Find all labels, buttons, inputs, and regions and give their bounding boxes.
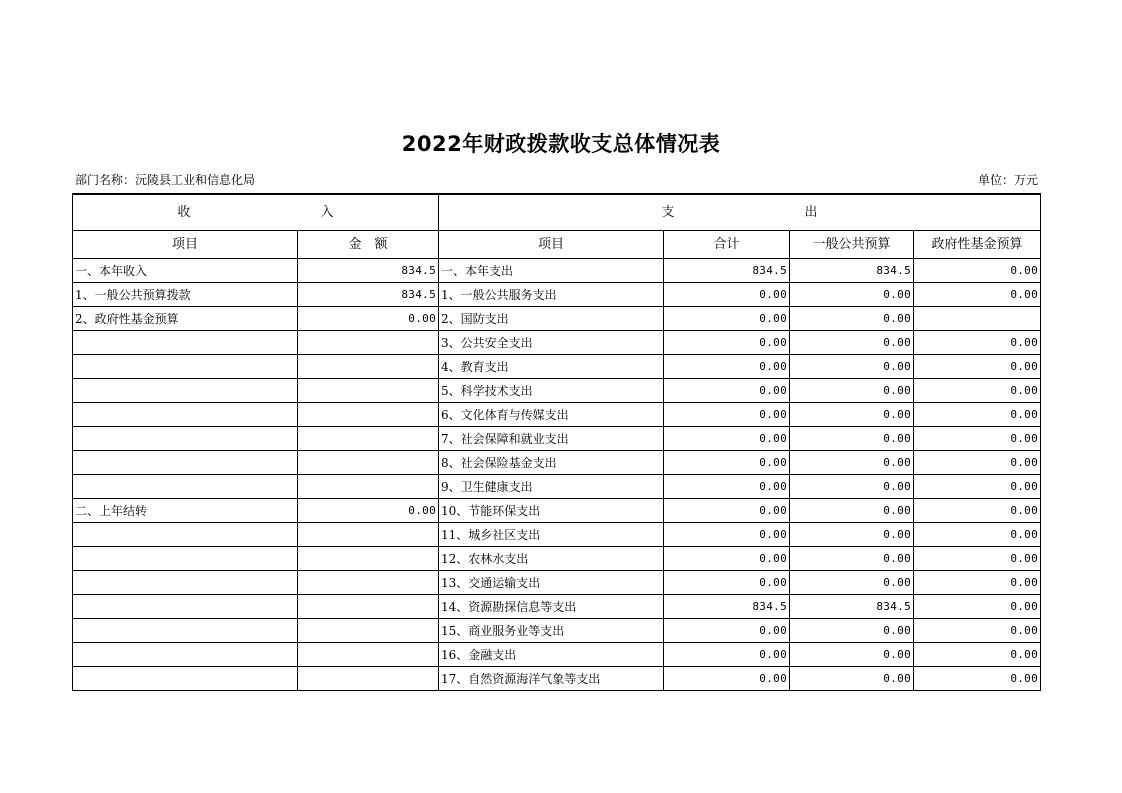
expense-item-cell: 11、城乡社区支出 (439, 523, 664, 547)
fund-budget-cell (914, 307, 1041, 331)
col-income-amount: 金 额 (298, 231, 439, 259)
total-cell: 0.00 (664, 307, 790, 331)
expense-item-cell: 5、科学技术支出 (439, 379, 664, 403)
total-cell: 0.00 (664, 475, 790, 499)
total-cell: 0.00 (664, 619, 790, 643)
income-item-cell (73, 643, 298, 667)
expense-item-cell: 12、农林水支出 (439, 547, 664, 571)
income-amount-cell (298, 619, 439, 643)
table-row (73, 523, 1041, 547)
expense-item-cell: 10、节能环保支出 (439, 499, 664, 523)
page-title: 2022年财政拨款收支总体情况表 (401, 132, 721, 156)
income-item-cell: 1、一般公共预算拨款 (73, 283, 298, 307)
income-item-cell (73, 403, 298, 427)
general-budget-cell: 0.00 (790, 643, 914, 667)
income-item-cell (73, 451, 298, 475)
table-row (73, 259, 1041, 283)
income-section-part1: 收 (177, 204, 191, 220)
general-budget-cell: 0.00 (790, 331, 914, 355)
income-amount-cell (298, 595, 439, 619)
income-item-cell (73, 595, 298, 619)
total-cell: 834.5 (664, 595, 790, 619)
total-cell: 0.00 (664, 643, 790, 667)
total-cell: 0.00 (664, 451, 790, 475)
general-budget-cell: 0.00 (790, 571, 914, 595)
fund-budget-cell: 0.00 (914, 595, 1041, 619)
col-expense-item: 项目 (439, 231, 664, 259)
income-amount-cell: 0.00 (298, 307, 439, 331)
expense-item-cell: 7、社会保障和就业支出 (439, 427, 664, 451)
income-amount-cell (298, 475, 439, 499)
income-amount-cell (298, 403, 439, 427)
total-cell: 0.00 (664, 427, 790, 451)
income-section-part2: 入 (320, 204, 334, 220)
income-amount-cell (298, 355, 439, 379)
total-cell: 0.00 (664, 499, 790, 523)
table-row (73, 499, 1041, 523)
column-header-row (73, 231, 1041, 259)
general-budget-cell: 0.00 (790, 451, 914, 475)
income-item-cell (73, 427, 298, 451)
fund-budget-cell: 0.00 (914, 547, 1041, 571)
general-budget-cell: 0.00 (790, 427, 914, 451)
fund-budget-cell: 0.00 (914, 451, 1041, 475)
general-budget-cell: 0.00 (790, 283, 914, 307)
expense-item-cell: 2、国防支出 (439, 307, 664, 331)
income-amount-cell (298, 331, 439, 355)
income-amount-cell: 834.5 (298, 283, 439, 307)
expense-item-cell: 16、金融支出 (439, 643, 664, 667)
income-item-cell (73, 331, 298, 355)
general-budget-cell: 834.5 (790, 259, 914, 283)
table-row (73, 355, 1041, 379)
general-budget-cell: 0.00 (790, 499, 914, 523)
unit-label: 单位：万元 (977, 173, 1038, 187)
expense-item-cell: 1、一般公共服务支出 (439, 283, 664, 307)
budget-table (72, 193, 1041, 691)
income-amount-cell: 0.00 (298, 499, 439, 523)
income-item-cell (73, 667, 298, 691)
expense-item-cell: 9、卫生健康支出 (439, 475, 664, 499)
total-cell: 0.00 (664, 283, 790, 307)
fund-budget-cell: 0.00 (914, 499, 1041, 523)
fund-budget-cell: 0.00 (914, 403, 1041, 427)
total-cell: 834.5 (664, 259, 790, 283)
table-row (73, 475, 1041, 499)
income-amount-cell (298, 547, 439, 571)
general-budget-cell: 834.5 (790, 595, 914, 619)
income-item-cell (73, 523, 298, 547)
income-item-cell: 2、政府性基金预算 (73, 307, 298, 331)
fund-budget-cell: 0.00 (914, 283, 1041, 307)
expense-item-cell: 17、自然资源海洋气象等支出 (439, 667, 664, 691)
fund-budget-cell: 0.00 (914, 355, 1041, 379)
income-amount-cell (298, 379, 439, 403)
table-row (73, 595, 1041, 619)
fund-budget-cell: 0.00 (914, 259, 1041, 283)
expense-section-header (439, 194, 1041, 231)
income-amount-cell (298, 523, 439, 547)
fund-budget-cell: 0.00 (914, 427, 1041, 451)
fund-budget-cell: 0.00 (914, 475, 1041, 499)
expense-item-cell: 4、教育支出 (439, 355, 664, 379)
expense-item-cell: 15、商业服务业等支出 (439, 619, 664, 643)
table-row (73, 571, 1041, 595)
department-label: 部门名称：沅陵县工业和信息化局 (75, 173, 256, 187)
income-item-cell (73, 619, 298, 643)
income-item-cell: 二、上年结转 (73, 499, 298, 523)
col-total: 合计 (664, 231, 790, 259)
income-item-cell (73, 379, 298, 403)
total-cell: 0.00 (664, 379, 790, 403)
expense-item-cell: 一、本年支出 (439, 259, 664, 283)
total-cell: 0.00 (664, 547, 790, 571)
general-budget-cell: 0.00 (790, 379, 914, 403)
income-amount-cell (298, 427, 439, 451)
expense-item-cell: 3、公共安全支出 (439, 331, 664, 355)
general-budget-cell: 0.00 (790, 547, 914, 571)
income-amount-cell: 834.5 (298, 259, 439, 283)
total-cell: 0.00 (664, 667, 790, 691)
general-budget-cell: 0.00 (790, 403, 914, 427)
table-row (73, 619, 1041, 643)
table-row (73, 667, 1041, 691)
income-item-cell (73, 571, 298, 595)
col-income-item: 项目 (73, 231, 298, 259)
fund-budget-cell: 0.00 (914, 643, 1041, 667)
total-cell: 0.00 (664, 403, 790, 427)
general-budget-cell: 0.00 (790, 667, 914, 691)
general-budget-cell: 0.00 (790, 619, 914, 643)
table-row (73, 379, 1041, 403)
fund-budget-cell: 0.00 (914, 331, 1041, 355)
income-item-cell (73, 355, 298, 379)
income-amount-cell (298, 451, 439, 475)
table-row (73, 427, 1041, 451)
table-row (73, 331, 1041, 355)
table-row (73, 547, 1041, 571)
income-item-cell (73, 475, 298, 499)
total-cell: 0.00 (664, 571, 790, 595)
income-item-cell: 一、本年收入 (73, 259, 298, 283)
expense-item-cell: 14、资源勘探信息等支出 (439, 595, 664, 619)
expense-section-part2: 出 (804, 204, 818, 220)
expense-item-cell: 8、社会保险基金支出 (439, 451, 664, 475)
general-budget-cell: 0.00 (790, 355, 914, 379)
table-row (73, 403, 1041, 427)
fund-budget-cell: 0.00 (914, 667, 1041, 691)
income-amount-cell (298, 667, 439, 691)
table-row (73, 307, 1041, 331)
general-budget-cell: 0.00 (790, 523, 914, 547)
fund-budget-cell: 0.00 (914, 523, 1041, 547)
col-fund-budget: 政府性基金预算 (914, 231, 1041, 259)
table-row (73, 451, 1041, 475)
expense-item-cell: 13、交通运输支出 (439, 571, 664, 595)
total-cell: 0.00 (664, 331, 790, 355)
table-row (73, 643, 1041, 667)
income-amount-cell (298, 643, 439, 667)
total-cell: 0.00 (664, 523, 790, 547)
income-amount-cell (298, 571, 439, 595)
expense-item-cell: 6、文化体育与传媒支出 (439, 403, 664, 427)
table-row (73, 283, 1041, 307)
total-cell: 0.00 (664, 355, 790, 379)
general-budget-cell: 0.00 (790, 307, 914, 331)
fund-budget-cell: 0.00 (914, 619, 1041, 643)
col-general-budget: 一般公共预算 (790, 231, 914, 259)
fund-budget-cell: 0.00 (914, 379, 1041, 403)
income-section-header (73, 194, 439, 231)
fund-budget-cell: 0.00 (914, 571, 1041, 595)
general-budget-cell: 0.00 (790, 475, 914, 499)
expense-section-part1: 支 (661, 204, 675, 220)
section-header-row (73, 194, 1041, 231)
income-item-cell (73, 547, 298, 571)
